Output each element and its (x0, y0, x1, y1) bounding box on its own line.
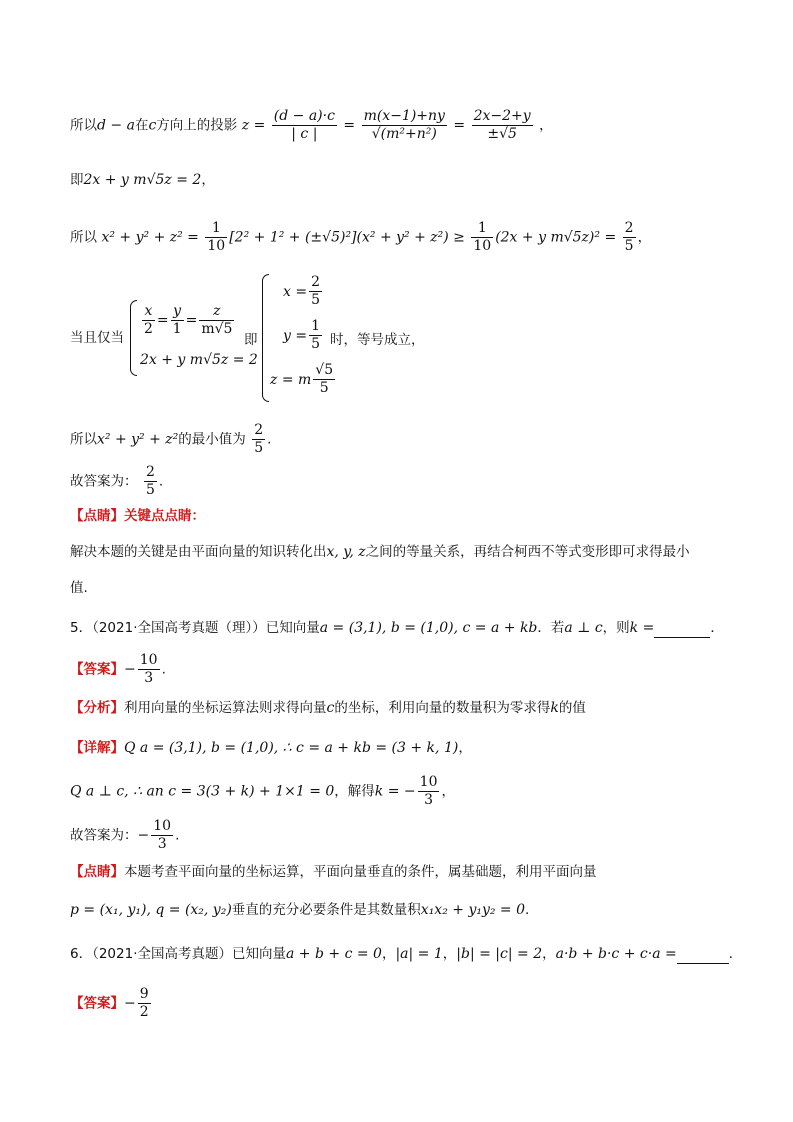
math: = (156, 312, 169, 329)
math: Q a ⊥ c, ∴ an c = 3(3 + k) + 1×1 = 0 (70, 783, 335, 800)
text: ， (542, 946, 556, 962)
text: . (267, 431, 272, 448)
fraction (138, 652, 160, 687)
fraction (171, 303, 184, 338)
math: 2x + y m√5z = 2 (83, 172, 202, 188)
text: ，则 (602, 620, 630, 636)
answer-line (70, 464, 163, 499)
math: |a| = 1 (395, 946, 443, 962)
text: 故答案为： (70, 827, 138, 844)
math: = (185, 312, 198, 329)
math: a = (3,1), b = (1,0), c = a + kb (319, 620, 538, 636)
answer-6 (70, 986, 153, 1021)
denominator: 5 (254, 440, 264, 456)
question-5 (70, 618, 724, 638)
math: x, y, z (326, 544, 366, 560)
key-point-5 (70, 862, 597, 882)
answer-blank (677, 949, 729, 964)
system-1-row-2: 2x + y m√5z = 2 (140, 352, 258, 368)
fraction (471, 220, 493, 255)
min-value-line (70, 422, 271, 457)
numerator: √5 (315, 362, 334, 378)
numerator: y (171, 303, 184, 321)
numerator: 10 (153, 818, 172, 834)
math: k (550, 700, 559, 716)
text: 的值 (558, 700, 586, 716)
tag: 【点睛】关键点点睛： (70, 508, 205, 524)
text: 值. (70, 580, 88, 596)
numerator: 2 (254, 422, 264, 438)
text: 5．（2021·全国高考真题（理））已知向量 (70, 620, 320, 636)
key-point-text (70, 542, 690, 562)
text: ， (201, 172, 215, 188)
system-1 (140, 303, 236, 338)
denominator: 3 (157, 836, 167, 852)
text: . (175, 827, 180, 844)
key-point-heading (70, 506, 205, 526)
equality-condition-line (70, 328, 124, 348)
text: ， (637, 229, 652, 246)
tag: 【详解】 (70, 740, 124, 756)
fraction (151, 818, 173, 853)
math: x = (283, 284, 308, 300)
text: 当且仅当 (70, 330, 124, 346)
math: [2² + 1² + (±√5)²](x² + y² + z²) ≥ (229, 229, 465, 246)
denominator: m√5 (201, 321, 233, 337)
tag: 【分析】 (70, 700, 124, 716)
text: ， (381, 946, 396, 962)
fraction (362, 108, 447, 143)
question-6 (70, 944, 742, 964)
text: ， (458, 740, 472, 756)
system-2-row-x (283, 274, 324, 309)
fraction (309, 274, 322, 309)
denominator: √(m²+n²) (371, 126, 437, 142)
text: ，解得 (334, 783, 375, 800)
math: z = m (270, 372, 312, 388)
math: x² + y² + z² (97, 431, 179, 448)
math: k = − (374, 783, 416, 800)
tag: 【答案】 (70, 995, 124, 1012)
math: |b| = |c| = 2 (456, 946, 543, 962)
fraction (142, 303, 155, 338)
numerator: x (142, 303, 155, 321)
left-brace-2 (262, 274, 269, 402)
denominator: 1 (172, 321, 182, 337)
text: 6．（2021·全国高考真题）已知向量 (70, 946, 286, 962)
text: ． (710, 620, 724, 636)
denominator: 2 (139, 1004, 149, 1020)
fraction (199, 303, 234, 338)
text: . (161, 661, 166, 678)
math: z = (241, 117, 266, 134)
numerator: 9 (139, 986, 149, 1002)
fraction (252, 422, 265, 457)
math: a·b + b·c + c·a = (555, 946, 677, 962)
answer-blank (654, 623, 710, 638)
text: 垂直的充分必要条件是其数量积 (231, 902, 421, 918)
numerator: 1 (205, 220, 227, 238)
math: a + b + c = 0 (286, 946, 382, 962)
key-point-text-2 (70, 578, 88, 598)
fraction (144, 464, 157, 499)
text: ．若 (537, 620, 565, 636)
math: d − a (97, 117, 135, 134)
math: y = (283, 328, 308, 344)
text: 的坐标，利用向量的数量积为零求得 (334, 700, 551, 716)
text: . (158, 473, 164, 490)
fraction (272, 108, 337, 143)
system-2-row-z (270, 362, 337, 397)
denominator: ±√5 (487, 126, 517, 142)
text: 之间的等量关系，再结合柯西不等式变形即可求得最小 (365, 544, 690, 560)
answer-5 (70, 652, 166, 687)
math: p = (x₁, y₁), q = (x₂, y₂) (70, 902, 232, 918)
fraction (623, 220, 636, 255)
denominator: 10 (473, 238, 492, 254)
text: 所以 (70, 117, 97, 134)
text: 所以 (70, 229, 97, 246)
system-2-row-y (283, 318, 324, 353)
left-brace (130, 300, 137, 376)
denominator: 10 (207, 238, 226, 254)
numerator: 1 (471, 220, 493, 238)
fraction (205, 220, 227, 255)
cauchy-line (70, 220, 651, 255)
text: . (525, 902, 530, 918)
numerator: z (199, 303, 234, 321)
denominator: 5 (624, 238, 634, 254)
math: a ⊥ c (564, 620, 603, 636)
text: 解决本题的关键是由平面向量的知识转化出 (70, 544, 327, 560)
equality-holds-text: 时，等号成立， (330, 332, 425, 348)
text: ． (728, 946, 743, 962)
analysis-5 (70, 698, 586, 718)
text: 本题考查平面向量的坐标运算，平面向量垂直的条件，属基础题，利用平面向量 (124, 864, 597, 880)
math: c (326, 700, 335, 716)
text: 即 (70, 172, 84, 188)
detail-5 (70, 738, 472, 758)
fraction (138, 986, 151, 1021)
math: = (343, 117, 356, 134)
denominator: 2 (144, 321, 153, 337)
denominator: 5 (319, 380, 329, 396)
numerator: 10 (139, 652, 158, 668)
text: 方向上的投影 (156, 117, 238, 134)
math: − (137, 827, 150, 844)
answer-5-final (70, 818, 179, 853)
ji-text: 即 (244, 332, 258, 348)
math: = (453, 117, 466, 134)
math: k = (629, 620, 655, 636)
fraction (472, 108, 533, 143)
text: 故答案为： (70, 473, 138, 490)
numerator: m(x−1)+ny (363, 108, 445, 124)
denominator: | c | (291, 126, 318, 142)
denominator: 3 (424, 792, 434, 808)
equation-line (70, 170, 215, 190)
numerator: 2x−2+y (473, 108, 531, 124)
math: (2x + y m√5z)² = (495, 229, 617, 246)
numerator: 2 (145, 464, 155, 480)
text: 的最小值为 (178, 431, 246, 448)
math: x² + y² + z² = (101, 229, 199, 246)
math: − (124, 661, 136, 678)
math: Q a = (3,1), b = (1,0), ∴ c = a + kb = (3 + k, 1) (124, 740, 459, 756)
fraction (418, 774, 440, 809)
numerator: 10 (419, 774, 438, 790)
text: ， (442, 946, 457, 962)
text: ， (539, 117, 553, 134)
fraction (313, 362, 335, 397)
numerator: 2 (624, 220, 634, 236)
projection-line (70, 108, 553, 143)
denominator: 5 (311, 336, 321, 352)
text: ， (441, 783, 455, 800)
text: 在 (134, 117, 149, 134)
tag: 【答案】 (70, 661, 124, 678)
math: c (148, 117, 157, 134)
numerator: 2 (311, 274, 320, 290)
denominator: 5 (311, 292, 320, 308)
numerator: (d − a)·c (273, 108, 335, 124)
key-point-5-line-2 (70, 900, 529, 920)
text: 利用向量的坐标运算法则求得向量 (124, 700, 327, 716)
tag: 【点睛】 (70, 864, 124, 880)
denominator: 5 (145, 482, 155, 498)
denominator: 3 (144, 670, 154, 686)
math: x₁x₂ + y₁y₂ = 0 (420, 902, 526, 918)
text: 所以 (70, 431, 97, 448)
math: − (124, 995, 136, 1012)
numerator: 1 (311, 318, 321, 334)
detail-5-line-2 (70, 774, 455, 809)
fraction (309, 318, 322, 353)
